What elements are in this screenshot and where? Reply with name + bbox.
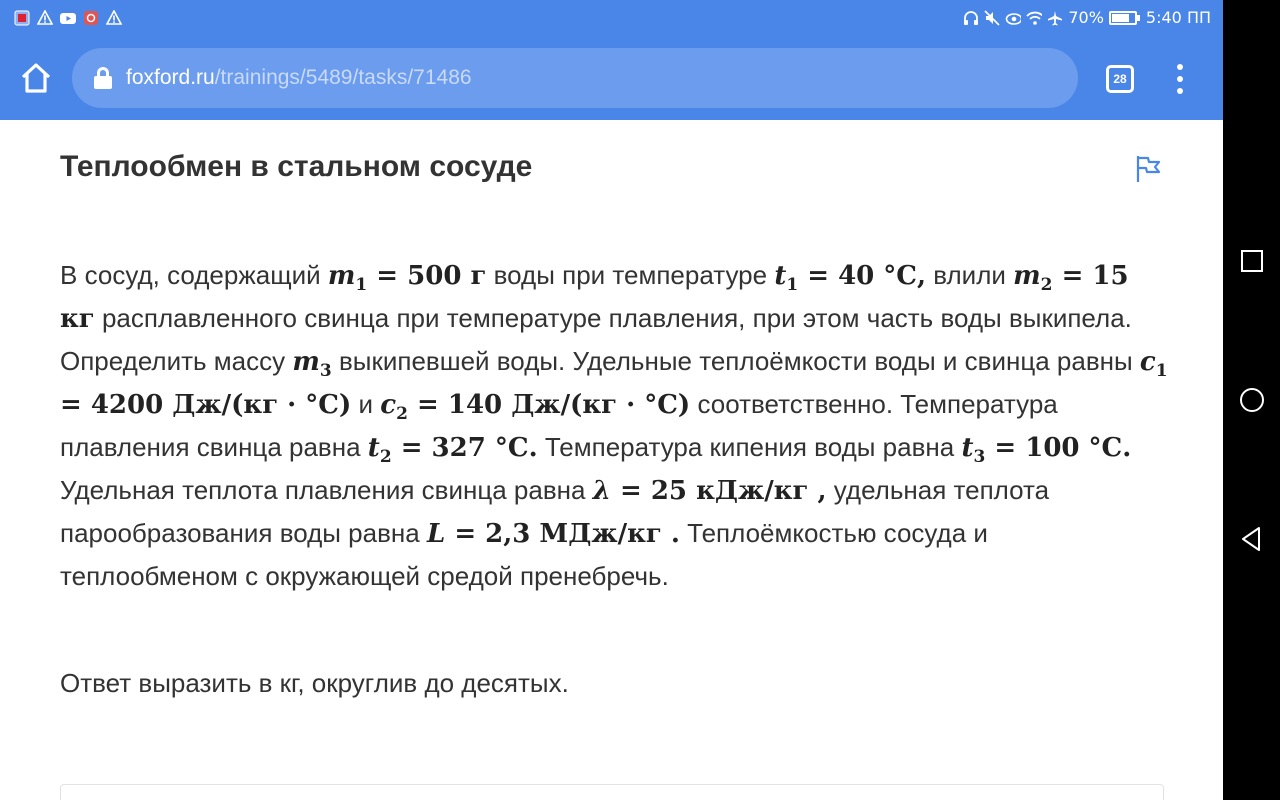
page-title: Теплообмен в стальном сосуде (60, 150, 533, 183)
math-m1: $m_1 = 500$ г (327, 261, 487, 295)
url-text[interactable]: foxford.ru/trainings/5489/tasks/71486 (126, 66, 472, 89)
math-lambda: λ = 25 кДж/кг , (592, 476, 827, 506)
notification-icons (14, 10, 122, 26)
battery-icon (1109, 11, 1137, 25)
battery-percent: 70% (1068, 8, 1104, 27)
tab-switcher-button[interactable]: 28 (1106, 65, 1134, 93)
airplane-mode-icon (1047, 10, 1063, 26)
clock: 5:40 ПП (1145, 8, 1211, 27)
system-navigation-bar (1223, 0, 1280, 800)
eye-comfort-icon (1005, 10, 1021, 26)
headphones-icon (963, 10, 979, 26)
answer-instruction: Ответ выразить в кг, округлив до десятых. (60, 668, 569, 698)
math-t3: $t_3 = 100$ °С. (961, 433, 1132, 467)
math-L: L = 2,3 МДж/кг . (426, 519, 680, 549)
more-options-button[interactable] (1170, 64, 1190, 94)
math-t2: $t_2 = 327$ °С. (367, 433, 538, 467)
circle-icon (1239, 387, 1265, 413)
address-bar[interactable] (72, 48, 1078, 108)
warning-icon (106, 10, 122, 26)
task-statement: В сосуд, содержащий $m_1 = 500$ г воды при температуре $t_1 = 40$ °С, влили $m_2 = 15$ кг расплавленного свинца при температуре плавления, при этом часть воды выкипела. Определить массу $m_3$ выкипевшей воды. Удельные теплоёмкости воды и свинца равны $c_1 = 4200$ Дж/(кг · °С) и $c_2 = 140$ Дж/(кг · °С) соответственно. Температура плавления свинца равна $t_2 = 327$ °С. Температура кипения воды равна $t_3 = 100$ °С. Удельная теплота плавления свинца равна λ = 25 кДж/кг , удельная теплота парообразования воды равна L = 2,3 МДж/кг . Теплоёмкостью сосуда и теплообменом с окружающей средой пренебречь. (60, 260, 1168, 591)
status-bar (0, 0, 1223, 36)
triangle-back-icon (1239, 526, 1265, 552)
youtube-icon (60, 10, 76, 26)
app-notification-icon (14, 10, 30, 26)
mute-icon (984, 10, 1000, 26)
home-button[interactable] (18, 60, 54, 96)
lock-icon (94, 67, 112, 89)
report-flag-button[interactable] (1134, 154, 1164, 184)
math-m3: $m_3$ (292, 347, 332, 381)
math-t1: $t_1 = 40$ °С, (774, 261, 927, 295)
warning-icon (37, 10, 53, 26)
back-button[interactable] (1239, 526, 1265, 552)
system-status (963, 8, 1211, 27)
math-c1: $c_1 = 4200$ Дж/(кг · °С) (60, 347, 1168, 420)
page-content (0, 120, 1223, 800)
home-nav-button[interactable] (1239, 387, 1265, 413)
math-m2: $m_2 = 15$ кг (60, 261, 1129, 334)
app-notification-icon (83, 10, 99, 26)
browser-toolbar (0, 36, 1223, 120)
math-c2: $c_2 = 140$ Дж/(кг · °С) (380, 390, 691, 424)
flag-icon (1134, 154, 1164, 184)
answer-area[interactable] (60, 784, 1164, 800)
square-icon (1239, 248, 1265, 274)
home-icon (18, 60, 54, 96)
wifi-icon (1026, 10, 1042, 26)
recents-button[interactable] (1239, 248, 1265, 274)
